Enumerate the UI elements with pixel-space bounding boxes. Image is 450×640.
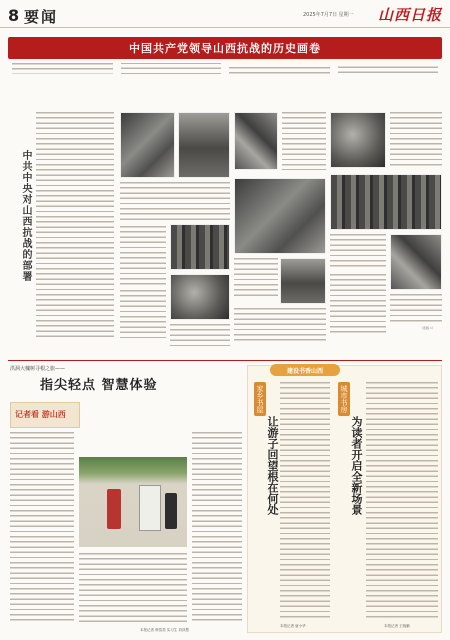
travel-banner-text: 记者看 游山西 bbox=[15, 410, 66, 419]
photo-caption bbox=[120, 182, 230, 222]
left-column-title: 中共中央对山西抗战的部署 bbox=[20, 150, 31, 282]
column1-byline: 本报记者 唐小华 bbox=[280, 624, 306, 628]
photo-caption bbox=[234, 308, 326, 344]
photo-caption bbox=[390, 112, 442, 168]
section-tag bbox=[270, 364, 340, 376]
history-photo bbox=[280, 258, 326, 304]
masthead bbox=[0, 0, 450, 28]
feature-body bbox=[192, 432, 242, 624]
issue-date: 2025年7月7日 星期一 bbox=[303, 12, 354, 18]
feature-photo bbox=[79, 457, 187, 547]
page-number: 8 bbox=[8, 6, 20, 25]
column1-title: 让游子回望根在何处 bbox=[266, 416, 279, 515]
column1-tag: 家乡书屋 bbox=[254, 382, 266, 416]
photo-caption bbox=[234, 258, 278, 298]
history-photo bbox=[170, 224, 230, 270]
feature-byline: 本报记者 韩蒸蒸 实习生 刘泽慧 bbox=[140, 628, 189, 632]
photo-caption bbox=[282, 112, 326, 170]
photo-caption bbox=[390, 294, 442, 322]
travel-banner bbox=[10, 402, 80, 428]
section-tag-label: 建设书香山西 bbox=[286, 368, 323, 375]
column2-body bbox=[366, 382, 438, 620]
photo-caption bbox=[330, 274, 386, 334]
history-photo bbox=[234, 178, 326, 254]
history-photo bbox=[170, 274, 230, 320]
section-divider bbox=[8, 360, 442, 361]
feature-body bbox=[79, 553, 187, 623]
feature-banner bbox=[8, 37, 442, 59]
column1-body bbox=[280, 382, 330, 620]
photo-caption bbox=[120, 290, 166, 340]
history-photo bbox=[178, 112, 230, 178]
feature-headline: 指尖轻点 智慧体验 bbox=[40, 378, 158, 393]
serial-caption: （连载 1） bbox=[420, 326, 435, 330]
history-photo bbox=[120, 112, 175, 178]
history-photo bbox=[330, 174, 442, 230]
history-photo bbox=[234, 112, 278, 170]
intro-text bbox=[12, 63, 438, 107]
photo-caption bbox=[330, 234, 386, 270]
section-name: 要闻 bbox=[24, 8, 59, 26]
left-column-body bbox=[36, 112, 114, 338]
series-label: 洪洞大槐树寻根之旅—— bbox=[10, 366, 66, 372]
history-photo bbox=[330, 112, 386, 168]
photo-caption bbox=[170, 324, 230, 346]
column2-tag: 城市书房 bbox=[338, 382, 350, 416]
photo-caption bbox=[120, 226, 166, 286]
newspaper-logo: 山西日报 bbox=[378, 6, 443, 24]
column2-byline: 本报记者 王晓鹏 bbox=[384, 624, 410, 628]
feature-body bbox=[10, 432, 74, 624]
intro-body bbox=[12, 63, 438, 74]
column2-title: 为读者开启全新场景 bbox=[350, 416, 363, 515]
feature-title: 中国共产党领导山西抗战的历史画卷 bbox=[129, 42, 321, 55]
history-photo bbox=[390, 234, 442, 290]
